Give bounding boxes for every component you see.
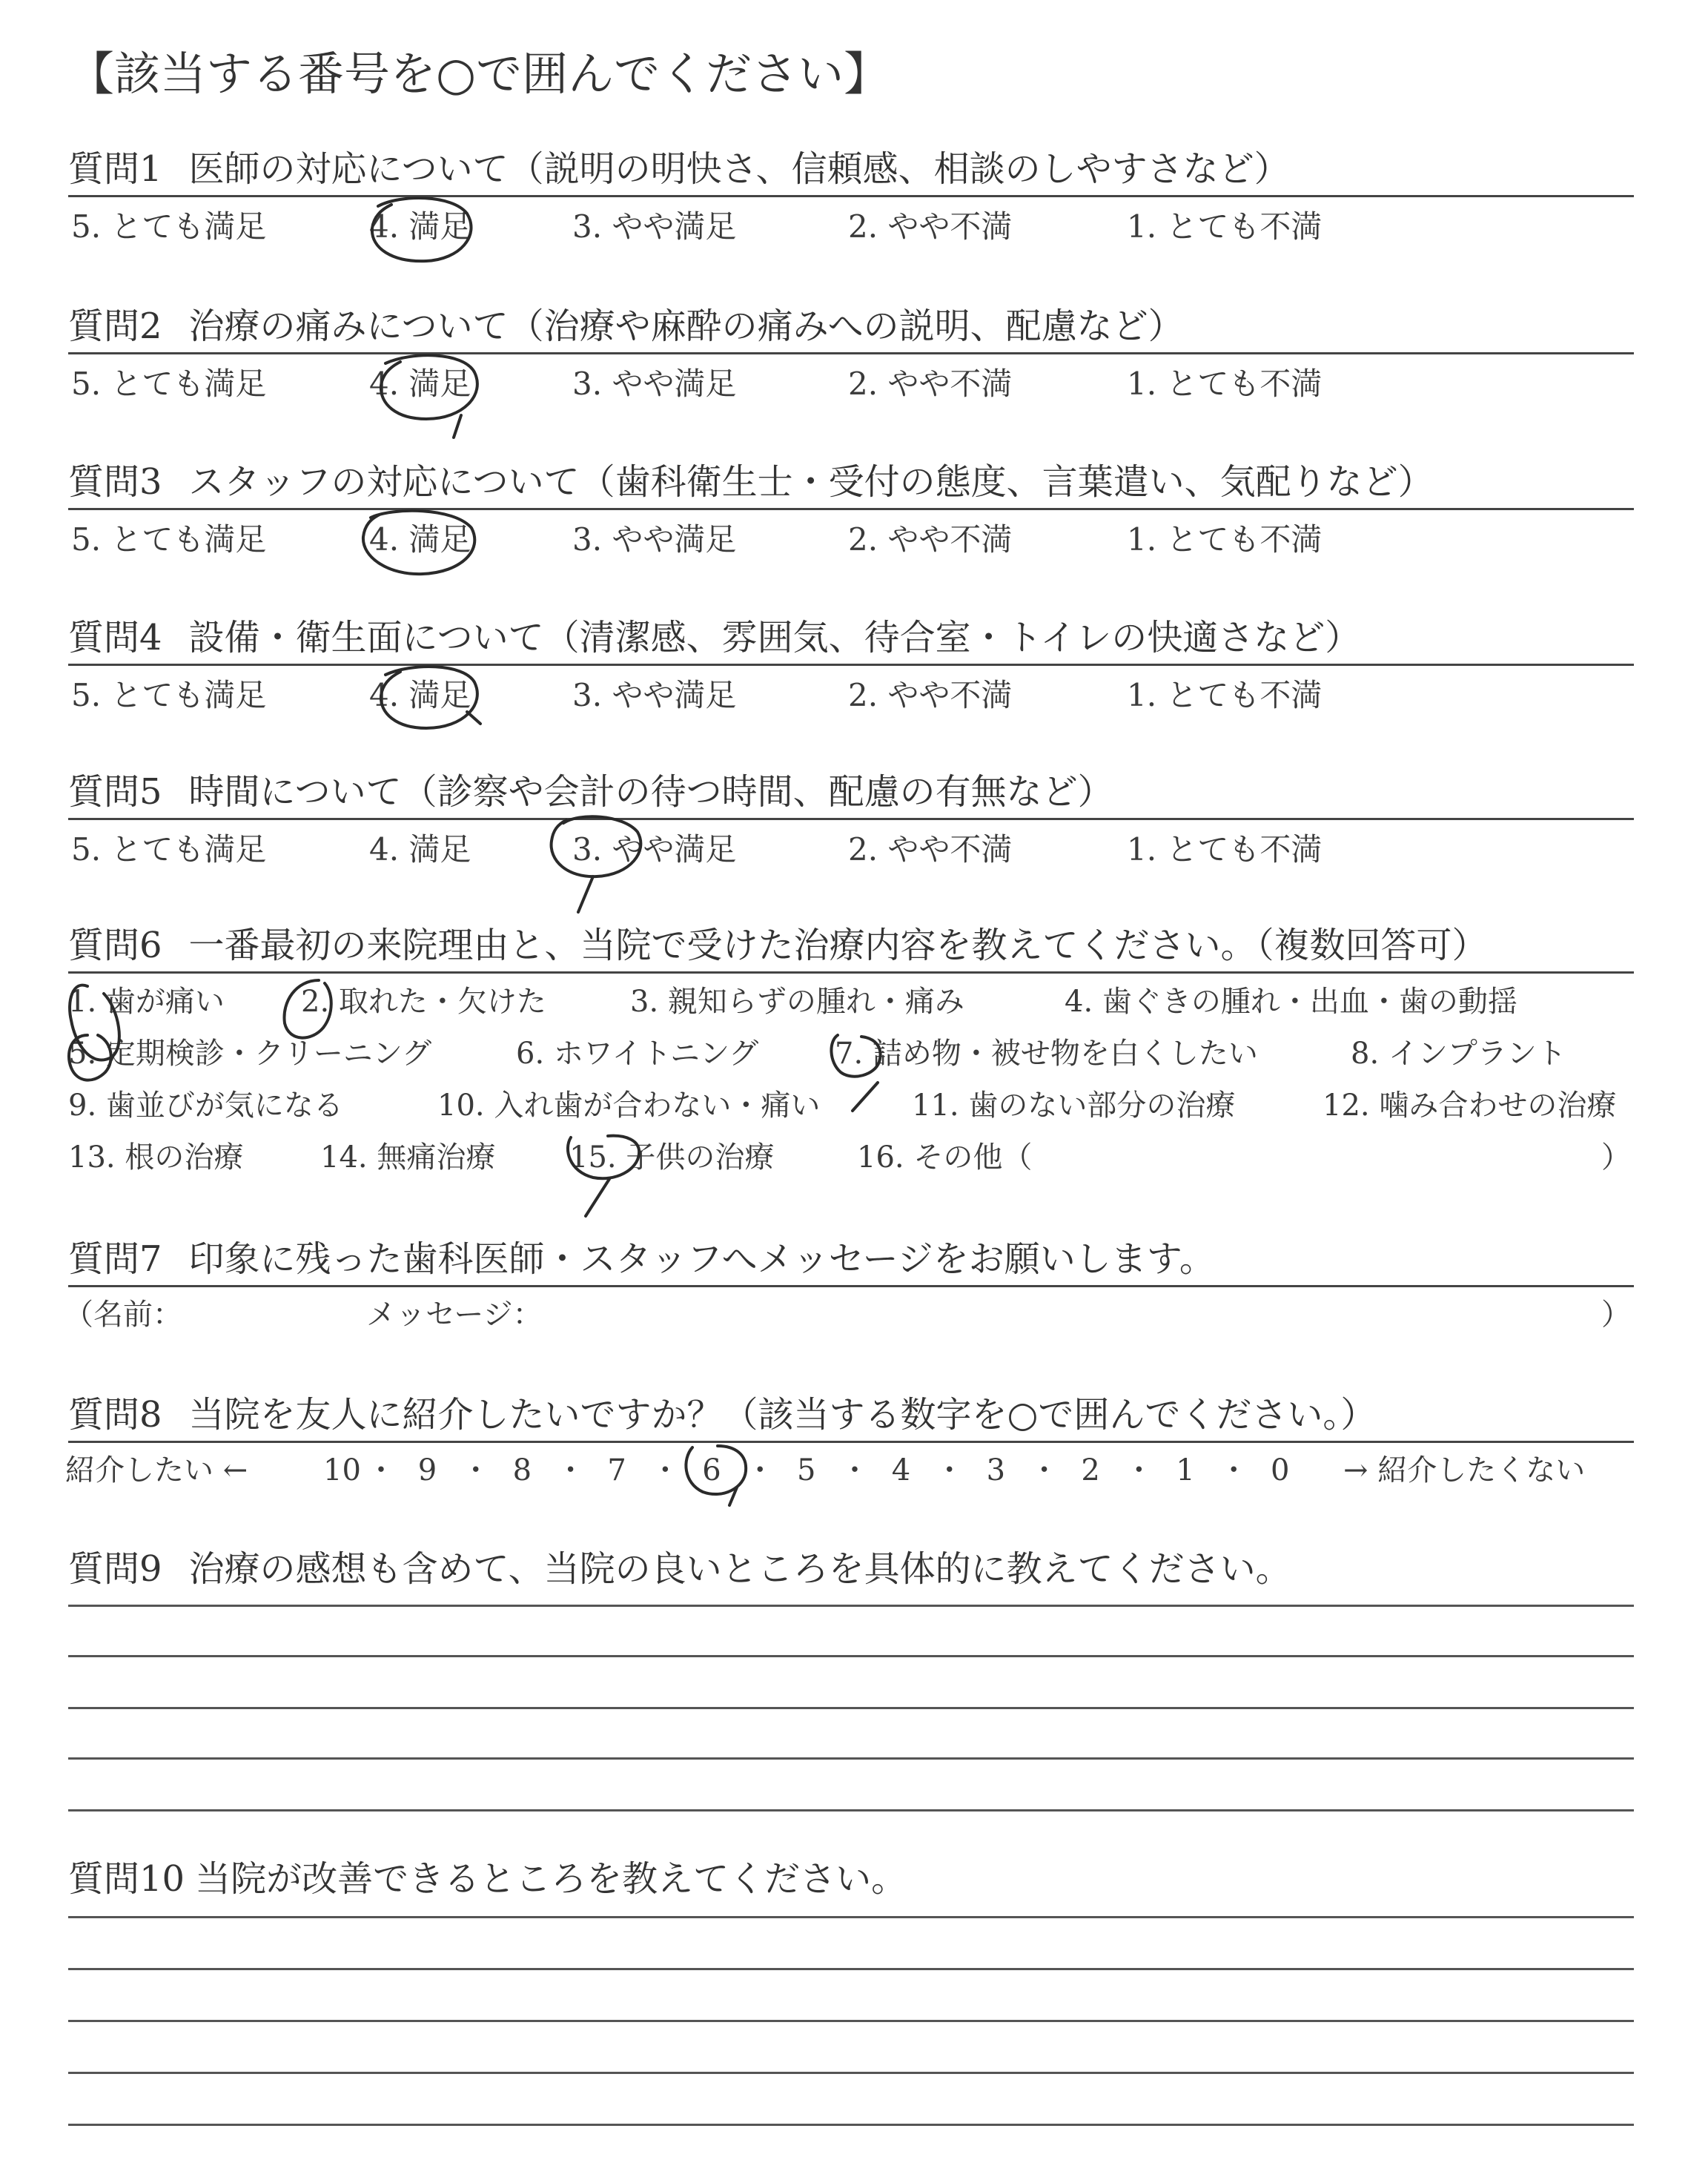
question-9-label: 質問9 [68, 1548, 162, 1590]
page-title: 【該当する番号を○で囲んでください】 [68, 47, 890, 101]
question-10-heading [68, 1857, 907, 1901]
q8-scale-3[interactable]: 3 [986, 1453, 1006, 1487]
q6-item-2[interactable]: 2. 取れた・欠けた [301, 985, 546, 1019]
q7-message-label: メッセージ： [366, 1298, 543, 1332]
question-3-label: 質問3 [68, 461, 162, 503]
q5-option-4[interactable]: 4. 満足 [369, 831, 471, 868]
q5-option-2[interactable]: 2. やや不満 [848, 831, 1013, 868]
question-1-heading [68, 147, 1290, 191]
q8-scale-0[interactable]: 0 [1271, 1453, 1290, 1487]
q8-right-label: → 紹介したくない [1343, 1453, 1586, 1487]
q8-scale-9[interactable]: 9 [417, 1453, 437, 1487]
q5-option-1[interactable]: 1. とても不満 [1127, 831, 1323, 868]
q10-writing-line-3[interactable] [68, 2020, 1634, 2022]
q6-item-15[interactable]: 15. 子供の治療 [569, 1140, 775, 1175]
q8-scale-7[interactable]: 7 [607, 1453, 626, 1487]
q8-scale-separator: ・ [745, 1453, 775, 1487]
q1-option-4[interactable]: 4. 満足 [369, 208, 471, 245]
question-8-label: 質問8 [68, 1394, 162, 1436]
question-4-text: 設備・衛生面について（清潔感、雰囲気、待合室・トイレの快適さなど） [188, 617, 1361, 658]
q5-option-3[interactable]: 3. やや満足 [572, 831, 737, 868]
q6-item-11[interactable]: 11. 歯のない部分の治療 [912, 1089, 1236, 1123]
question-5-rule [68, 818, 1634, 820]
q6-item-8[interactable]: 8. インプラント [1351, 1037, 1566, 1071]
q6-item-5[interactable]: 5. 定期検診・クリーニング [68, 1037, 432, 1071]
q8-scale-separator: ・ [366, 1453, 396, 1487]
q9-writing-line-5[interactable] [68, 1809, 1634, 1811]
q9-writing-line-1[interactable] [68, 1605, 1634, 1607]
question-1-rule [68, 195, 1634, 197]
q10-writing-line-4[interactable] [68, 2072, 1634, 2074]
q1-option-3[interactable]: 3. やや満足 [572, 208, 737, 245]
q2-option-2[interactable]: 2. やや不満 [848, 366, 1013, 402]
q8-scale-separator: ・ [460, 1453, 491, 1487]
q2-option-3[interactable]: 3. やや満足 [572, 366, 737, 402]
question-10-label: 質問10 [68, 1858, 185, 1900]
q6-item-13[interactable]: 13. 根の治療 [68, 1140, 244, 1175]
q4-option-2[interactable]: 2. やや不満 [848, 677, 1013, 713]
question-9-text: 治療の感想も含めて、当院の良いところを具体的に教えてください。 [188, 1548, 1291, 1590]
q8-scale-10[interactable]: 10 [323, 1453, 361, 1487]
q3-option-4[interactable]: 4. 満足 [369, 521, 471, 558]
q8-scale-separator: ・ [555, 1453, 586, 1487]
q7-close-paren: ） [1601, 1298, 1631, 1332]
question-2-label: 質問2 [68, 305, 162, 347]
q6-item-16[interactable]: 16. その他（ [857, 1140, 1033, 1175]
question-5-label: 質問5 [68, 771, 162, 813]
q9-writing-line-4[interactable] [68, 1757, 1634, 1760]
question-2-text: 治療の痛みについて（治療や麻酔の痛みへの説明、配慮など） [188, 305, 1184, 347]
q9-writing-line-3[interactable] [68, 1707, 1634, 1709]
question-7-heading [68, 1237, 1215, 1281]
question-1-text: 医師の対応について（説明の明快さ、信頼感、相談のしやすさなど） [188, 148, 1290, 190]
question-8-text: 当院を友人に紹介したいですか？（該当する数字を○で囲んでください。） [188, 1394, 1377, 1436]
q6-item-14[interactable]: 14. 無痛治療 [320, 1140, 496, 1175]
question-2-heading [68, 304, 1184, 349]
q3-option-2[interactable]: 2. やや不満 [848, 521, 1013, 558]
question-9-heading [68, 1547, 1291, 1591]
q8-scale-separator: ・ [1219, 1453, 1249, 1487]
question-6-rule [68, 971, 1634, 974]
q3-option-3[interactable]: 3. やや満足 [572, 521, 737, 558]
question-5-text: 時間について（診察や会計の待つ時間、配慮の有無など） [188, 771, 1113, 813]
q8-scale-6[interactable]: 6 [702, 1453, 721, 1487]
q8-scale-4[interactable]: 4 [891, 1453, 911, 1487]
question-6-heading [68, 923, 1488, 968]
q8-scale-separator: ・ [1124, 1453, 1154, 1487]
q8-left-label: 紹介したい ← [65, 1453, 248, 1487]
q1-option-1[interactable]: 1. とても不満 [1127, 208, 1323, 245]
q2-option-5[interactable]: 5. とても満足 [71, 366, 267, 402]
q10-writing-line-2[interactable] [68, 1968, 1634, 1970]
q2-option-4[interactable]: 4. 満足 [369, 366, 471, 402]
q3-option-5[interactable]: 5. とても満足 [71, 521, 267, 558]
question-4-rule [68, 664, 1634, 666]
question-8-rule [68, 1441, 1634, 1443]
q8-scale-5[interactable]: 5 [797, 1453, 816, 1487]
q8-scale-separator: ・ [840, 1453, 870, 1487]
question-3-heading [68, 460, 1434, 504]
q6-item-12[interactable]: 12. 噛み合わせの治療 [1323, 1089, 1617, 1123]
question-7-label: 質問7 [68, 1238, 162, 1280]
question-4-heading [68, 615, 1360, 660]
question-6-text: 一番最初の来院理由と、当院で受けた治療内容を教えてください。（複数回答可） [188, 925, 1488, 966]
q6-item-7[interactable]: 7. 詰め物・被せ物を白くしたい [835, 1037, 1258, 1071]
q8-scale-1[interactable]: 1 [1176, 1453, 1195, 1487]
q6-item-9[interactable]: 9. 歯並びが気になる [68, 1089, 343, 1123]
q6-item-6[interactable]: 6. ホワイトニング [516, 1037, 759, 1071]
q4-option-4[interactable]: 4. 満足 [369, 677, 471, 713]
q4-option-5[interactable]: 5. とても満足 [71, 677, 267, 713]
question-4-label: 質問4 [68, 617, 162, 658]
question-7-text: 印象に残った歯科医師・スタッフへメッセージをお願いします。 [188, 1238, 1215, 1280]
q6-item-4[interactable]: 4. 歯ぐきの腫れ・出血・歯の動揺 [1065, 985, 1517, 1019]
q8-scale-2[interactable]: 2 [1081, 1453, 1100, 1487]
question-5-heading [68, 770, 1113, 814]
q6-item-10[interactable]: 10. 入れ歯が合わない・痛い [437, 1089, 821, 1123]
q1-option-2[interactable]: 2. やや不満 [848, 208, 1013, 245]
q9-writing-line-2[interactable] [68, 1655, 1634, 1657]
q2-option-1[interactable]: 1. とても不満 [1127, 366, 1323, 402]
q8-scale-separator: ・ [1029, 1453, 1059, 1487]
q8-scale-separator: ・ [650, 1453, 681, 1487]
q10-writing-line-5[interactable] [68, 2124, 1634, 2126]
question-8-heading [68, 1393, 1376, 1437]
q5-option-5[interactable]: 5. とても満足 [71, 831, 267, 868]
question-3-text: スタッフの対応について（歯科衛生士・受付の態度、言葉遣い、気配りなど） [188, 461, 1434, 503]
q8-scale-8[interactable]: 8 [512, 1453, 532, 1487]
question-1-label: 質問1 [68, 148, 162, 190]
question-7-rule [68, 1285, 1634, 1287]
q8-scale-separator: ・ [934, 1453, 964, 1487]
question-10-text: 当院が改善できるところを教えてください。 [195, 1858, 907, 1900]
q6-close-paren: ） [1601, 1140, 1631, 1175]
q4-option-3[interactable]: 3. やや満足 [572, 677, 737, 713]
q4-option-1[interactable]: 1. とても不満 [1127, 677, 1323, 713]
question-2-rule [68, 352, 1634, 354]
question-6-label: 質問6 [68, 925, 162, 966]
question-3-rule [68, 508, 1634, 510]
q3-option-1[interactable]: 1. とても不満 [1127, 521, 1323, 558]
q10-writing-line-1[interactable] [68, 1916, 1634, 1918]
q6-item-1[interactable]: 1. 歯が痛い [68, 985, 225, 1019]
q6-item-3[interactable]: 3. 親知らずの腫れ・痛み [630, 985, 964, 1019]
q7-name-label: （名前： [64, 1298, 182, 1332]
q1-option-5[interactable]: 5. とても満足 [71, 208, 267, 245]
